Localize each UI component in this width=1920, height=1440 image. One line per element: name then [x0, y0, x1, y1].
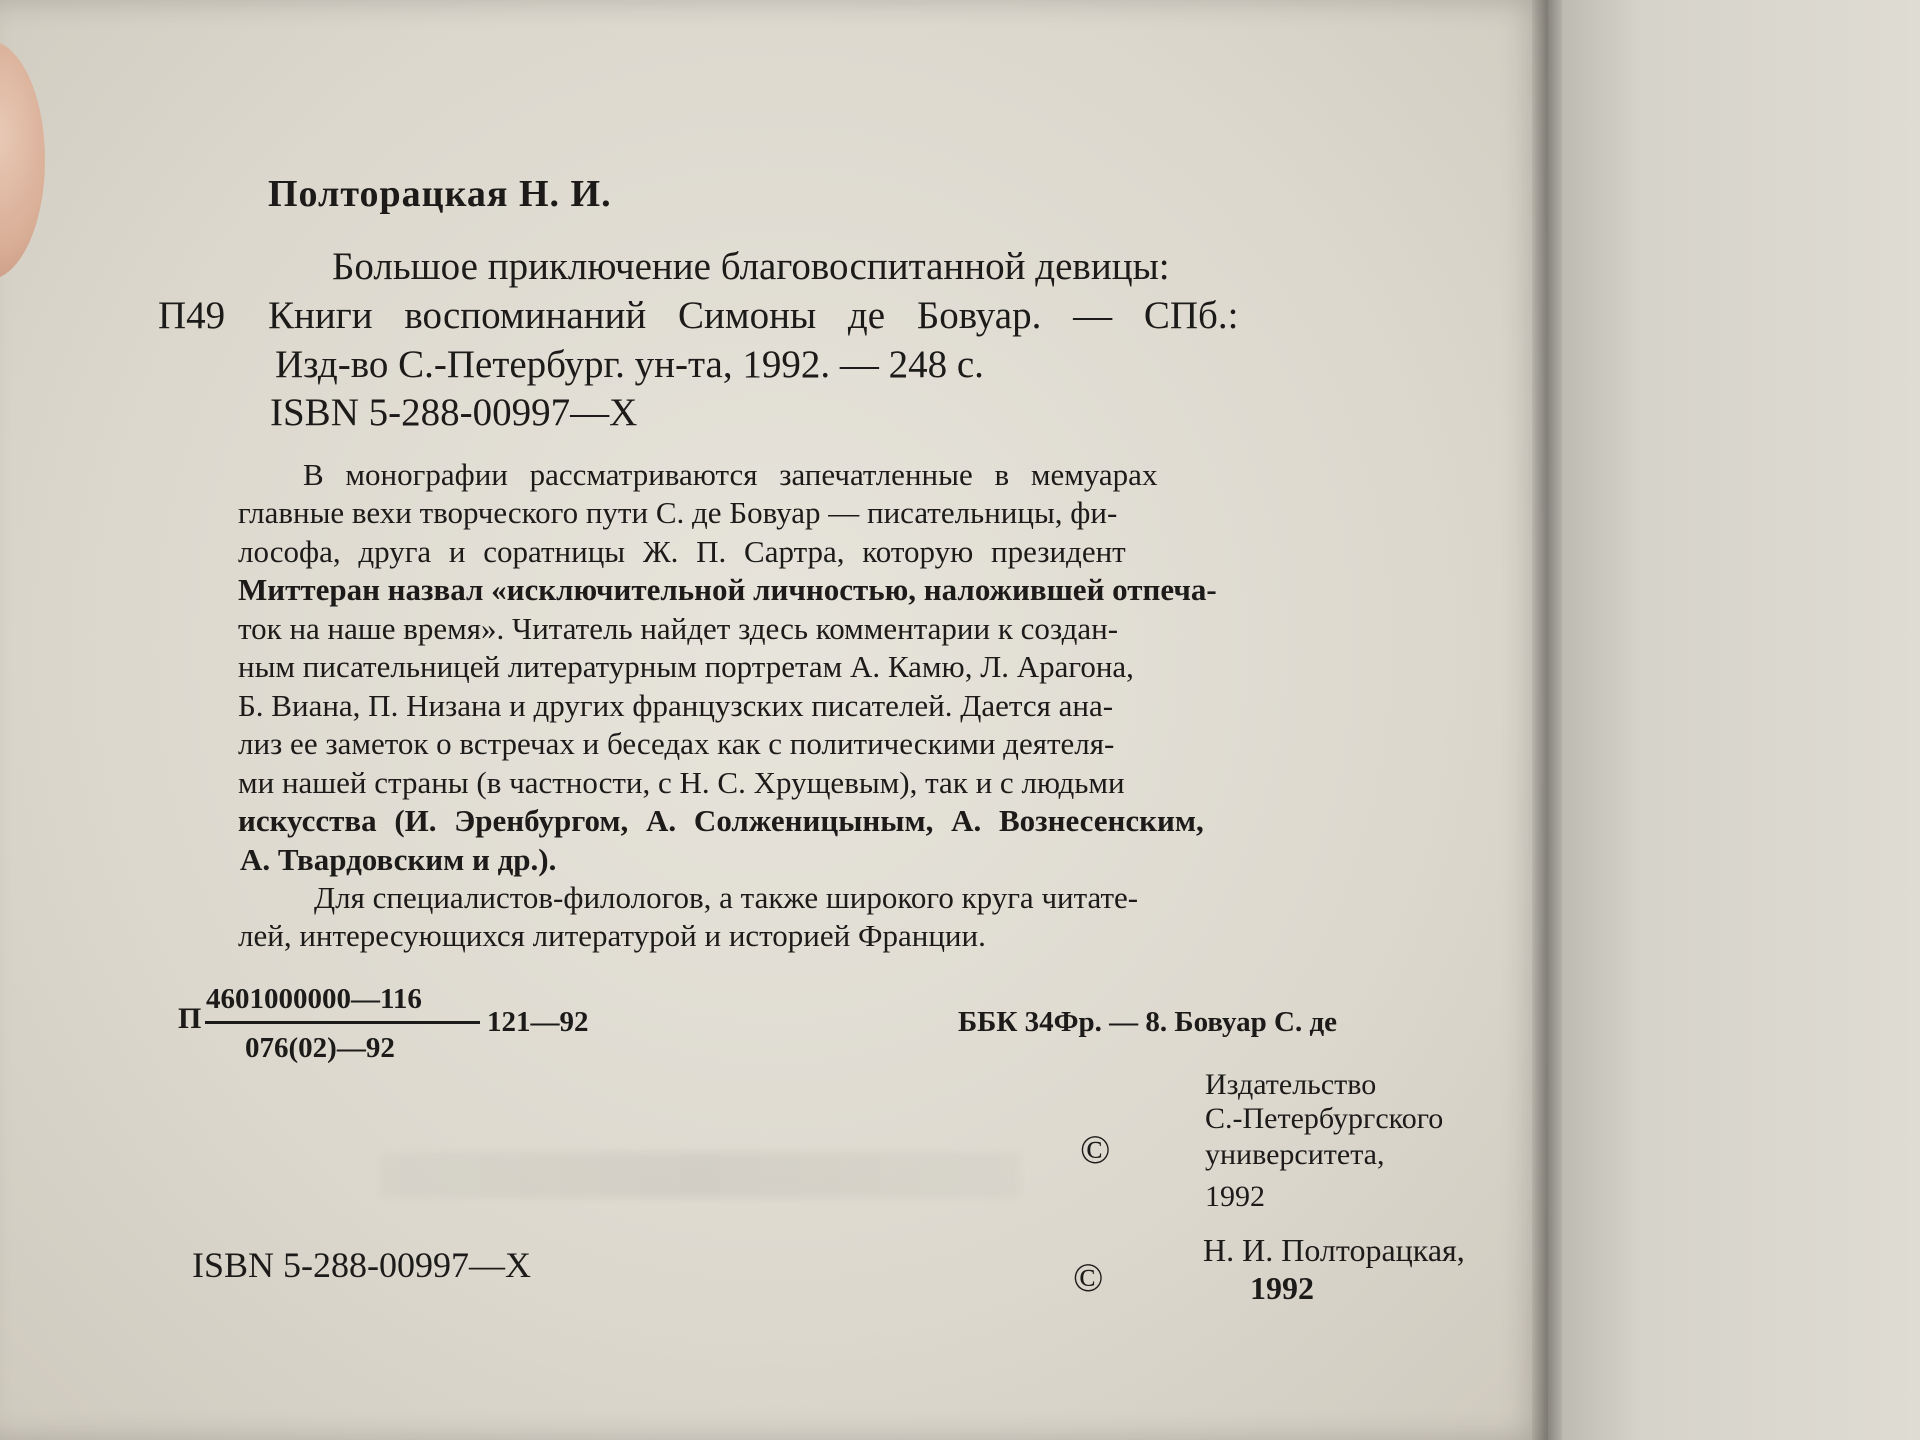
abstract-line-6: ным писательницей литературным портретам А. Камю, Л. Арагона, — [238, 649, 1134, 684]
copyright-icon: © — [1073, 1255, 1104, 1300]
publisher-line-3: университета, — [1205, 1138, 1385, 1171]
classification-numerator: 4601000000—116 — [206, 983, 422, 1015]
bibliographic-line-1: Большое приключение благовоспитанной девицы: — [332, 245, 1170, 288]
abstract-line-9: ми нашей страны (в частности, с Н. С. Хрущевым), так и с людьми — [238, 765, 1125, 800]
abstract-line-10: искусства (И. Эренбургом, А. Солженицыным, А. Вознесенским, — [238, 803, 1204, 838]
abstract-line-2: главные вехи творческого пути С. де Бовуар — писательницы, фи- — [238, 495, 1118, 530]
book-gutter — [1532, 0, 1562, 1440]
abstract-line-12: Для специалистов-филологов, а также широкого круга читате- — [314, 880, 1139, 915]
right-page — [1548, 0, 1920, 1440]
classification-suffix: 121—92 — [487, 1006, 589, 1038]
abstract-line-11: А. Твардовским и др.). — [240, 842, 557, 877]
abstract-line-3: лософа, друга и соратницы Ж. П. Сартра, которую президент — [238, 534, 1126, 569]
author-copyright-year: 1992 — [1250, 1270, 1314, 1306]
bibliographic-line-3: Изд-во С.-Петербург. ун-та, 1992. — 248 с. — [275, 343, 984, 386]
classification-denominator: 076(02)—92 — [245, 1032, 395, 1064]
abstract-line-8: лиз ее заметок о встречах и беседах как с политическими деятеля- — [238, 726, 1115, 761]
bibliographic-isbn: ISBN 5-288-00997—X — [270, 391, 638, 434]
abstract-line-5: ток на наше время». Читатель найдет здесь комментарии к создан- — [238, 611, 1119, 646]
shelf-code: П49 — [158, 294, 226, 337]
show-through-text — [380, 1152, 1020, 1198]
copyright-icon: © — [1080, 1127, 1111, 1172]
isbn-bottom: ISBN 5-288-00997—X — [192, 1245, 531, 1285]
classification-fraction-bar — [205, 1021, 480, 1024]
abstract-line-13: лей, интересующихся литературой и историей Франции. — [238, 918, 986, 953]
bibliographic-line-2: Книги воспоминаний Симоны де Бовуар. — СПб.: — [268, 294, 1239, 337]
abstract-line-4: Миттеран назвал «исключительной личностью, наложившей отпеча- — [238, 572, 1217, 607]
abstract-line-1: В монографии рассматриваются запечатленные в мемуарах — [303, 457, 1158, 492]
publisher-line-1: Издательство — [1205, 1068, 1377, 1101]
author-heading: Полторацкая Н. И. — [268, 173, 612, 215]
publisher-line-2: С.-Петербургского — [1205, 1102, 1444, 1135]
publisher-line-4: 1992 — [1205, 1180, 1265, 1213]
author-copyright-name: Н. И. Полторацкая, — [1203, 1232, 1465, 1268]
abstract-line-7: Б. Виана, П. Низана и других французских писателей. Дается ана- — [238, 688, 1114, 723]
classification-prefix: П — [178, 1002, 202, 1035]
bbk-code: ББК 34Фр. — 8. Бовуар С. де — [958, 1006, 1338, 1038]
